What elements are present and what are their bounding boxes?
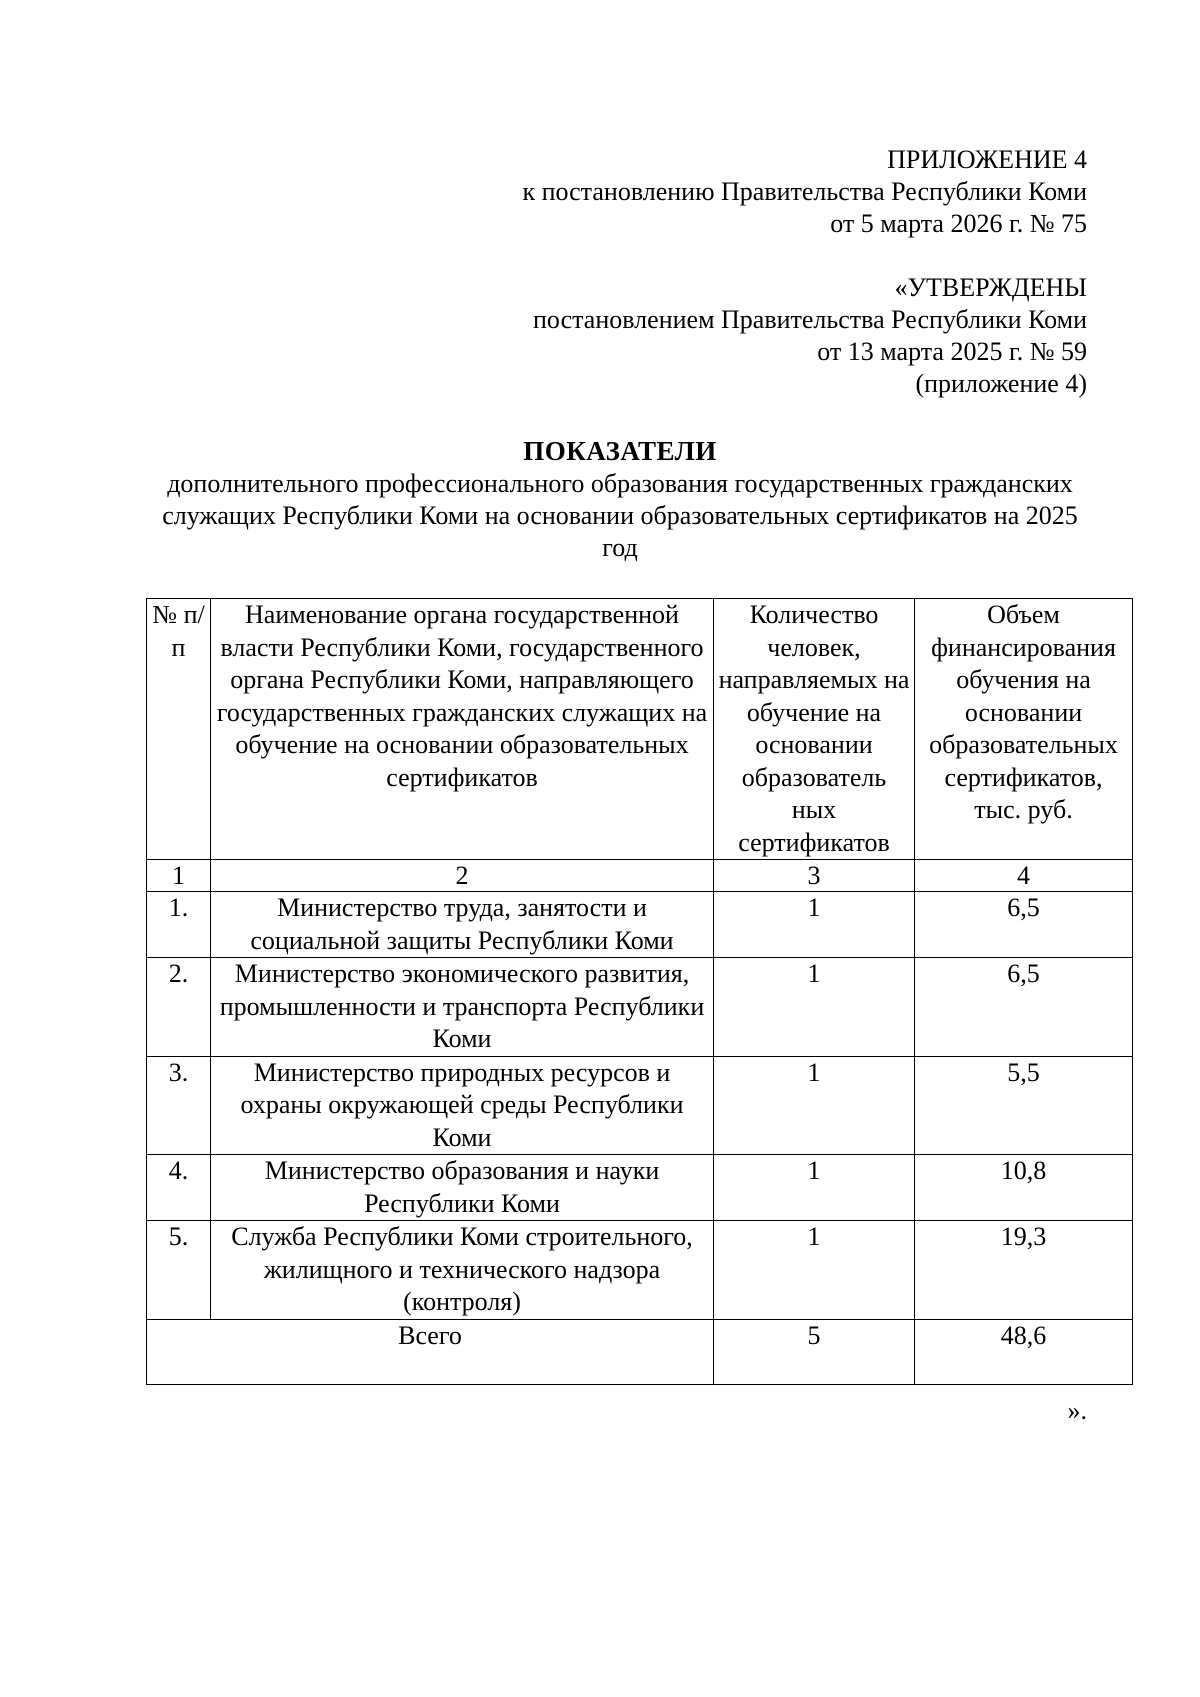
row-fund: 6,5 — [915, 958, 1133, 1057]
document-heading — [150, 434, 1090, 564]
table-row — [147, 1155, 1133, 1221]
row-name: Министерство экономического развития, промышленности и транспорта Республики Коми — [211, 958, 714, 1057]
row-qty: 1 — [714, 1221, 915, 1320]
row-num: 1. — [147, 892, 211, 958]
approved-line-3: от 13 марта 2025 г. № 59 — [817, 337, 1087, 366]
table-row — [147, 1221, 1133, 1320]
appendix-title: ПРИЛОЖЕНИЕ 4 — [887, 145, 1087, 174]
appendix-header — [522, 144, 1087, 240]
approved-title: «УТВЕРЖДЕНЫ — [894, 273, 1087, 302]
column-number: 3 — [714, 860, 915, 892]
appendix-line-2: к постановлению Правительства Республики Коми — [522, 177, 1087, 206]
column-number-row — [147, 860, 1133, 892]
row-fund: 6,5 — [915, 892, 1133, 958]
header-qty: Количество человек, направляемых на обучение на основании образователь ных сертификатов — [714, 599, 915, 860]
row-name: Министерство труда, занятости и социальной защиты Республики Коми — [211, 892, 714, 958]
column-number: 2 — [211, 860, 714, 892]
closing-quote: ». — [1067, 1396, 1087, 1425]
row-num: 2. — [147, 958, 211, 1057]
row-name: Министерство образования и науки Республики Коми — [211, 1155, 714, 1221]
approved-line-4: (приложение 4) — [915, 369, 1087, 398]
row-qty: 1 — [714, 1155, 915, 1221]
table-header-row — [147, 599, 1133, 860]
header-fund: Объем финансирования обучения на основании образовательных сертификатов, тыс. руб. — [915, 599, 1133, 860]
table-row — [147, 1056, 1133, 1155]
row-qty: 1 — [714, 892, 915, 958]
page-subtitle: дополнительного профессионального образования государственных гражданских служащих Республики Коми на основании образовательных сертификатов на 2025 год — [162, 469, 1078, 562]
appendix-line-3: от 5 марта 2026 г. № 75 — [830, 209, 1087, 238]
total-row — [147, 1319, 1133, 1384]
column-number: 4 — [915, 860, 1133, 892]
row-qty: 1 — [714, 958, 915, 1057]
header-name: Наименование органа государственной власти Республики Коми, государственного органа Республики Коми, направляющего государственных гражданских служащих на обучение на основании образовательных сертификатов — [211, 599, 714, 860]
row-fund: 10,8 — [915, 1155, 1133, 1221]
row-name: Министерство природных ресурсов и охраны окружающей среды Республики Коми — [211, 1056, 714, 1155]
page-title: ПОКАЗАТЕЛИ — [523, 436, 717, 466]
total-fund: 48,6 — [915, 1319, 1133, 1384]
approved-line-2: постановлением Правительства Республики Коми — [533, 305, 1087, 334]
table-row — [147, 892, 1133, 958]
total-qty: 5 — [714, 1319, 915, 1384]
indicators-table — [146, 598, 1133, 1385]
total-label: Всего — [147, 1319, 714, 1384]
row-qty: 1 — [714, 1056, 915, 1155]
header-num: № п/п — [147, 599, 211, 860]
row-num: 5. — [147, 1221, 211, 1320]
row-fund: 19,3 — [915, 1221, 1133, 1320]
row-fund: 5,5 — [915, 1056, 1133, 1155]
column-number: 1 — [147, 860, 211, 892]
row-num: 4. — [147, 1155, 211, 1221]
table-row — [147, 958, 1133, 1057]
row-name: Служба Республики Коми строительного, жилищного и технического надзора (контроля) — [211, 1221, 714, 1320]
row-num: 3. — [147, 1056, 211, 1155]
approved-header — [533, 272, 1087, 400]
